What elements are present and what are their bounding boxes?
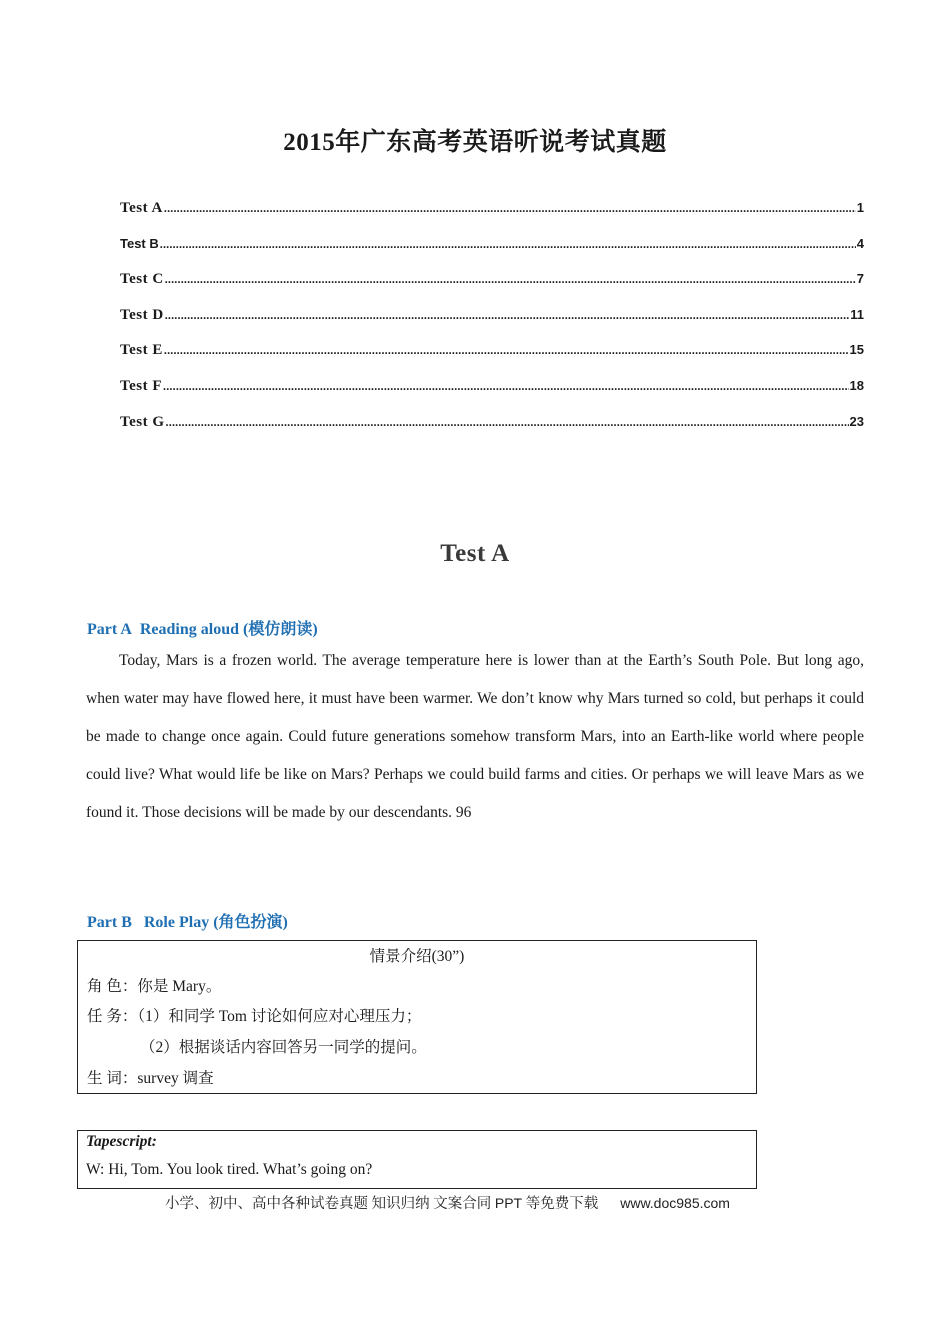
toc-leader-dots [160,237,856,252]
toc-item-page: 11 [850,307,864,322]
toc-item-label: Test F [120,378,163,394]
toc-item-label: Test A [120,200,163,216]
document-title: 2015年广东高考英语听说考试真题 [283,129,667,156]
toc-item-label: Test B [120,236,159,251]
toc-item-page: 15 [849,342,864,357]
toc-item-test-b[interactable] [120,236,864,256]
toc-leader-dots [163,379,849,394]
toc-item-test-g[interactable] [120,414,864,434]
tapescript-label: Tapescript: [86,1133,157,1150]
toc-item-page: 18 [849,378,864,393]
reading-passage: Today, Mars is a frozen world. The average temperature here is lower than at the Earth’s South Pole. But long ago, when water may have flowed here, it must have been warmer. We don’t know why Mars turned so cold, but perhaps it could be made to change once again. Could future generations somehow transform Mars, into an Earth-like world where people could live? What would life be like on Mars? Perhaps we could build farms and cities. Or perhaps we will leave Mars as we found it. Those decisions will be made by our descendants. 96 [86,652,864,821]
toc-item-test-c[interactable] [120,271,864,291]
part-b-heading [87,909,288,932]
footer-ppt: PPT [494,1195,523,1211]
toc-item-test-e[interactable] [120,342,864,362]
toc-item-page: 7 [856,271,864,286]
scenario-task-1: 任 务：（1）和同学 Tom 讨论如何应对心理压力； [87,1008,422,1025]
toc-item-test-d[interactable] [120,307,864,327]
scenario-vocab: 生 词：survey 调查 [87,1070,214,1087]
toc-leader-dots [165,308,850,323]
scenario-intro-box [77,940,757,1094]
page-footer [165,1192,730,1213]
toc-leader-dots [165,272,856,287]
part-a-label: Part A [87,621,132,638]
toc-leader-dots [164,343,849,358]
tapescript-line: W: Hi, Tom. You look tired. What’s going on? [86,1161,373,1178]
part-a-title: Reading aloud (模仿朗读) [139,621,318,638]
footer-url[interactable]: www.doc985.com [620,1195,730,1211]
footer-text: 小学、初中、高中各种试卷真题 知识归纳 文案合同 [165,1196,495,1212]
footer-text-2: 等免费下载 [522,1196,599,1212]
toc-item-page: 4 [856,236,864,251]
toc-item-label: Test G [120,414,165,430]
toc-leader-dots [164,201,856,216]
scenario-task-2: （2）根据谈话内容回答另一同学的提问。 [140,1039,427,1056]
toc-item-label: Test E [120,342,163,358]
scenario-role: 角 色：你是 Mary。 [87,978,222,995]
part-b-label: Part B [87,914,132,931]
scenario-intro-title: 情景介绍(30”) [369,948,465,965]
toc-item-label: Test D [120,307,164,323]
toc-item-page: 1 [856,200,864,215]
part-b-title: Role Play (角色扮演) [143,914,288,931]
toc-leader-dots [166,415,849,430]
toc-item-label: Test C [120,271,164,287]
toc-item-test-f[interactable] [120,378,864,398]
part-a-heading [87,616,318,639]
tapescript-box [77,1130,757,1189]
toc-item-page: 23 [849,414,864,429]
section-title: Test A [440,540,510,567]
toc-item-test-a[interactable] [120,200,864,220]
